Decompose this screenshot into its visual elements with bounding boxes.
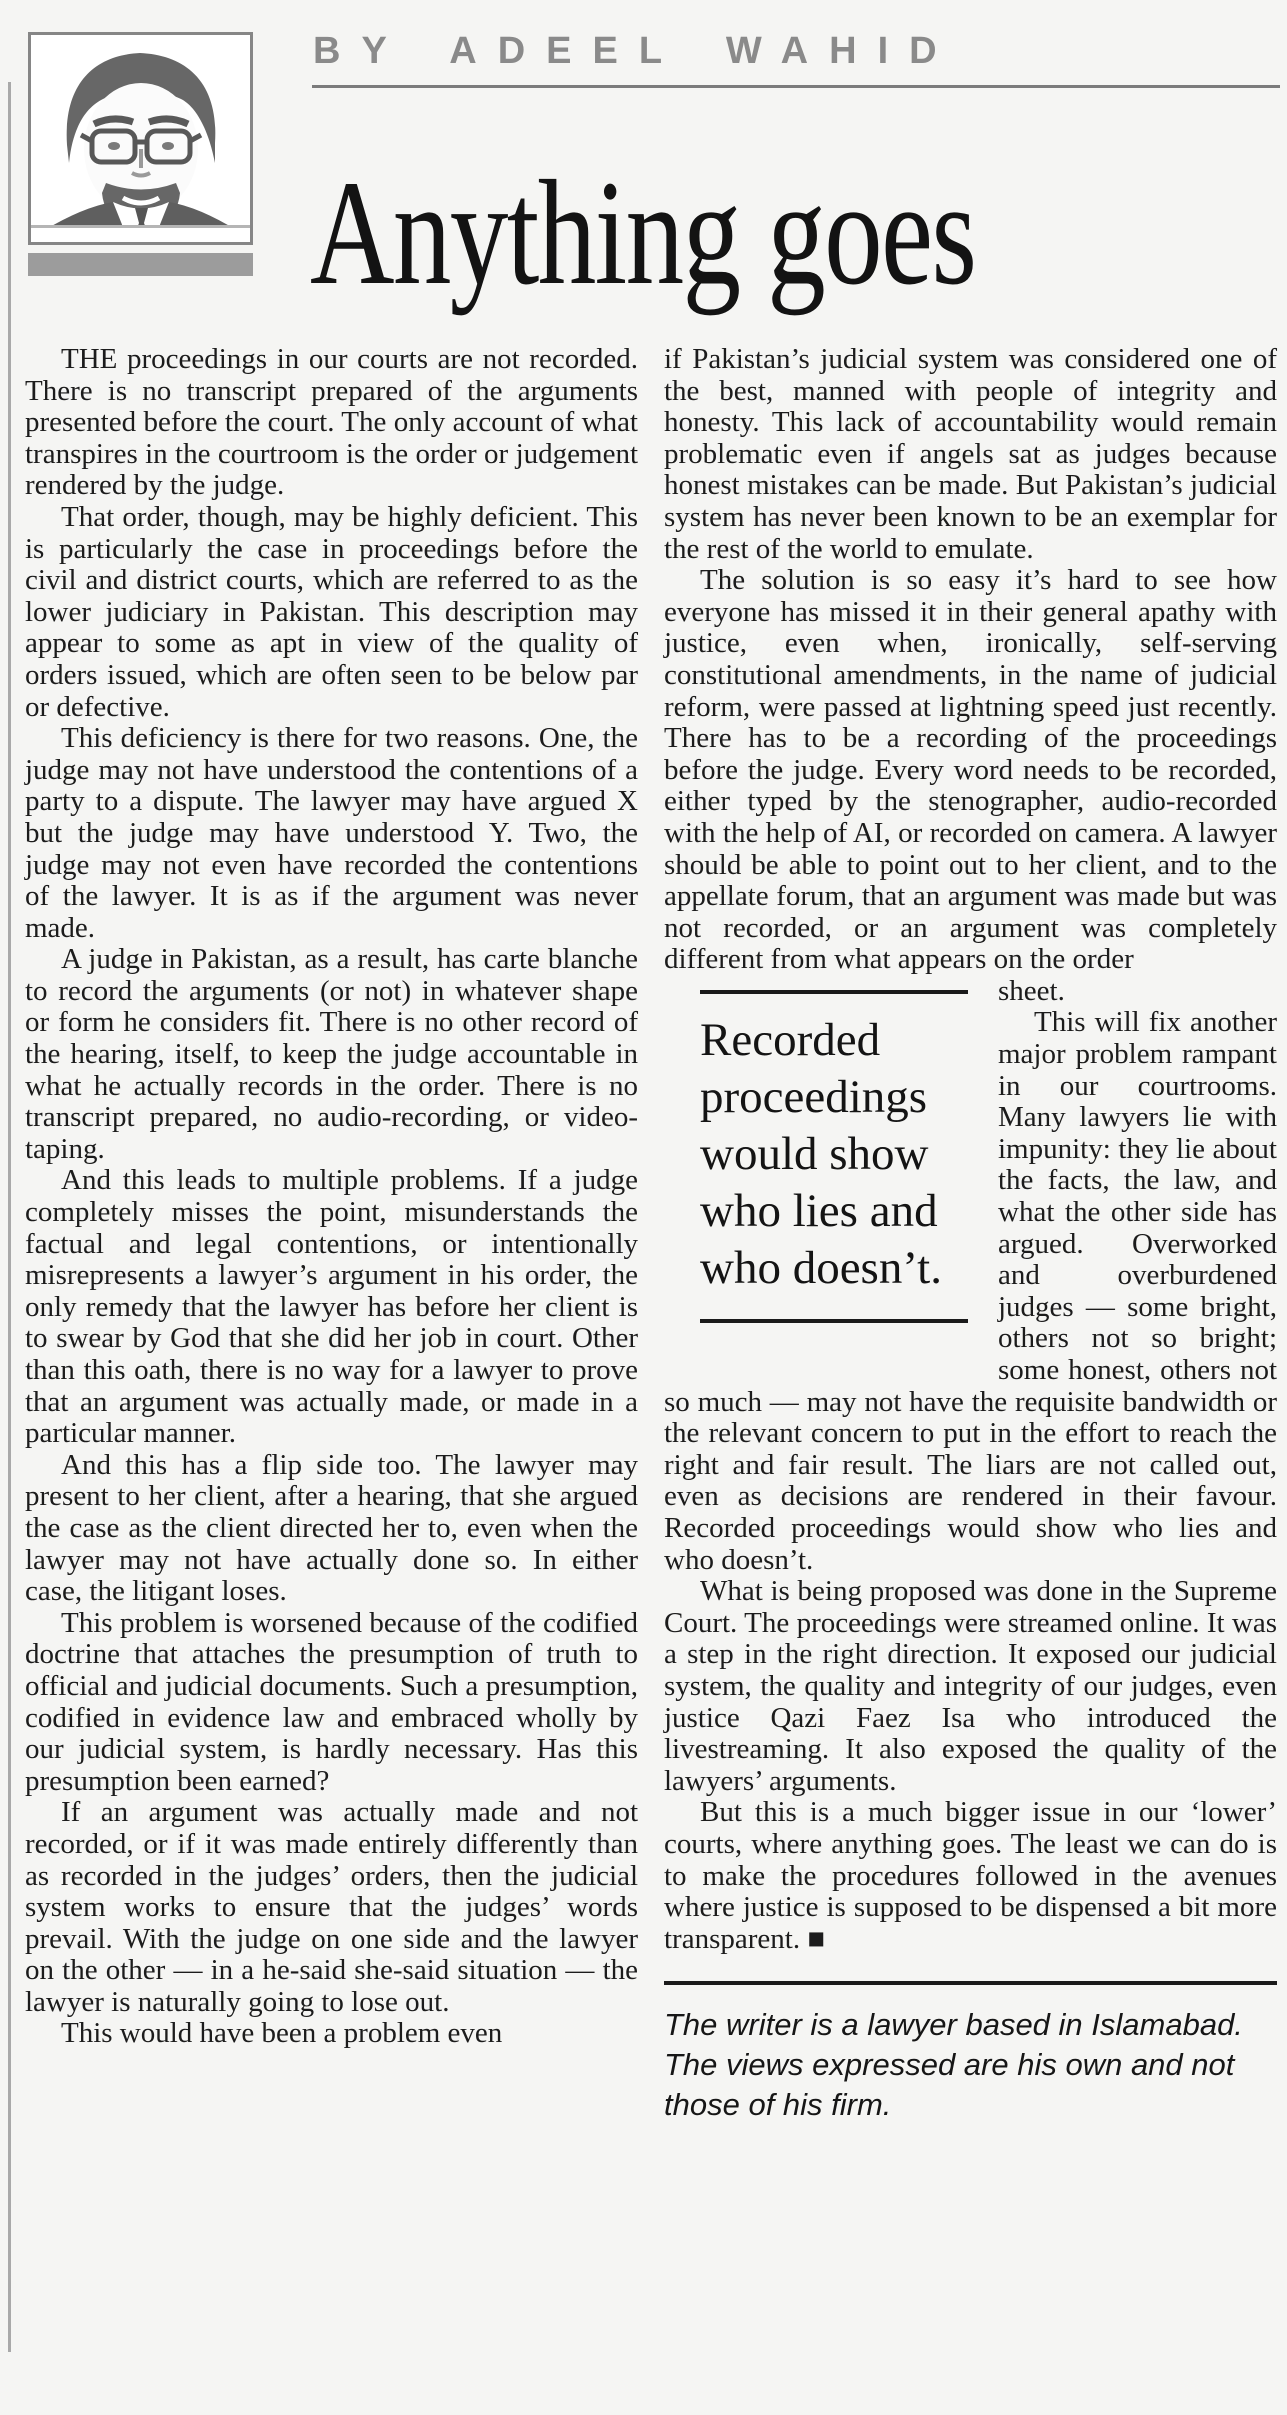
paragraph: That order, though, may be highly deficient. This is particularly the case in proceedings before the civil and district courts, which are referred to as the lower judiciary in Pakistan. This description may appear to some as apt in view of the quality of orders issued, which are often seen to be below par or defective. [25,500,638,723]
paragraph: And this leads to multiple problems. If a judge completely misses the point, misunderstands the factual and legal contentions, or intentionally misrepresents a lawyer’s argument in his order, the only remedy that the lawyer has before her client is to swear by God that she did her job in court. Other than this oath, there is no way for a lawyer to prove that an argument was actually made, or made in a particular manner. [25,1164,638,1450]
paragraph: But this is a much bigger issue in our ‘lower’ courts, where anything goes. The least we can do is to make the procedures followed in the avenues where justice is supposed to be dispensed a bit more transparent. ■ [664,1796,1277,1955]
pull-quote-rule-bottom [700,1319,968,1323]
article-title: Anything goes [310,150,976,316]
author-photo [28,32,253,245]
byline-rule [312,85,1280,88]
author-portrait-illustration [31,35,250,242]
paragraph: sheet. [998,974,1065,1007]
paragraph: What is being proposed was done in the Supreme Court. The proceedings were streamed online. It was a step in the right direction. It exposed our judicial system, the quality and integrity of our judges, even justice Qazi Faez Isa who introduced the livestreaming. It also exposed the quality of the lawyers’ arguments. [664,1575,1277,1797]
byline: BY ADEEL WAHID [313,30,958,72]
left-column [25,344,638,2125]
article-body [25,344,1277,2125]
paragraph: if Pakistan’s judicial system was considered one of the best, manned with people of integrity and honesty. This lack of accountability would remain problematic even if angels sat as judges because honest mistakes can be made. But Pakistan’s judicial system has never been known to be an exemplar for the rest of the world to emulate. [664,343,1277,565]
paragraph: THE proceedings in our courts are not recorded. There is no transcript prepared of the arguments presented before the court. The only account of what transpires in the courtroom is the order or judgement rendered by the judge. [25,343,638,502]
paragraph: This would have been a problem even [61,2017,503,2050]
right-column [664,344,1277,2125]
paragraph: This deficiency is there for two reasons. One, the judge may not have understood the contentions of a party to a dispute. The lawyer may have argued X but the judge may have understood Y. Two, the judge may not even have recorded the contentions of the lawyer. It is as if the argument was never made. [25,722,638,944]
pull-quote-rule-top [700,990,968,994]
paragraph: And this has a flip side too. The lawyer may present to her client, after a hearing, that she argued the case as the client directed her to, even when the lawyer may not have actually done so. In either case, the litigant loses. [25,1448,638,1608]
pull-quote [664,980,968,1381]
writer-note: The writer is a lawyer based in Islamabad. The views expressed are his own and not those of his firm. [664,2007,1243,2123]
paragraph: A judge in Pakistan, as a result, has carte blanche to record the arguments (or not) in whatever shape or form he considers fit. There is no other record of the hearing, itself, to keep the judge accountable in what he actually records in the order. There is no transcript prepared, no audio-recording, or video-taping. [25,943,638,1165]
photo-caption-bar [28,253,253,276]
pull-quote-text: Recorded proceedings would show who lies and who doesn’t. [700,1013,942,1294]
paragraph: This will fix another major problem rampant in our courtrooms. Many lawyers lie with impunity: they lie about the facts, the law, and what the other side has argued. Overworked and overburdened judges — some bright, others not so bright; some honest, others not so much — may not have the requisite bandwidth or the relevant concern to put in the effort to reach the right and fair result. The liars are not called out, even as decisions are rendered in their favour. Recorded proceedings would show who lies and who doesn’t. [664,1006,1277,1576]
page-edge-line [8,82,11,2352]
paragraph: This problem is worsened because of the codified doctrine that attaches the presumption of truth to official and judicial documents. Such a presumption, codified in evidence law and embraced wholly by our judicial system, is hardly necessary. Has this presumption been earned? [25,1606,638,1797]
paragraph: If an argument was actually made and not recorded, or if it was made entirely differently than as recorded in the judges’ orders, then the judicial system works to ensure that the judges’ words prevail. With the judge on one side and the lawyer on the other — in a he-said she-said situation — the lawyer is naturally going to lose out. [25,1796,638,2018]
writer-note-rule [664,1981,1277,1985]
paragraph: The solution is so easy it’s hard to see how everyone has missed it in their general apathy with justice, even when, ironically, self-serving constitutional amendments, in the name of judicial reform, were passed at lightning speed just recently. There has to be a recording of the proceedings before the judge. Every word needs to be recorded, either typed by the stenographer, audio-recorded with the help of AI, or recorded on camera. A lawyer should be able to point out to her client, and to the appellate forum, that an argument was made but was not recorded, or an argument was completely different from what appears on the order [664,564,1277,976]
